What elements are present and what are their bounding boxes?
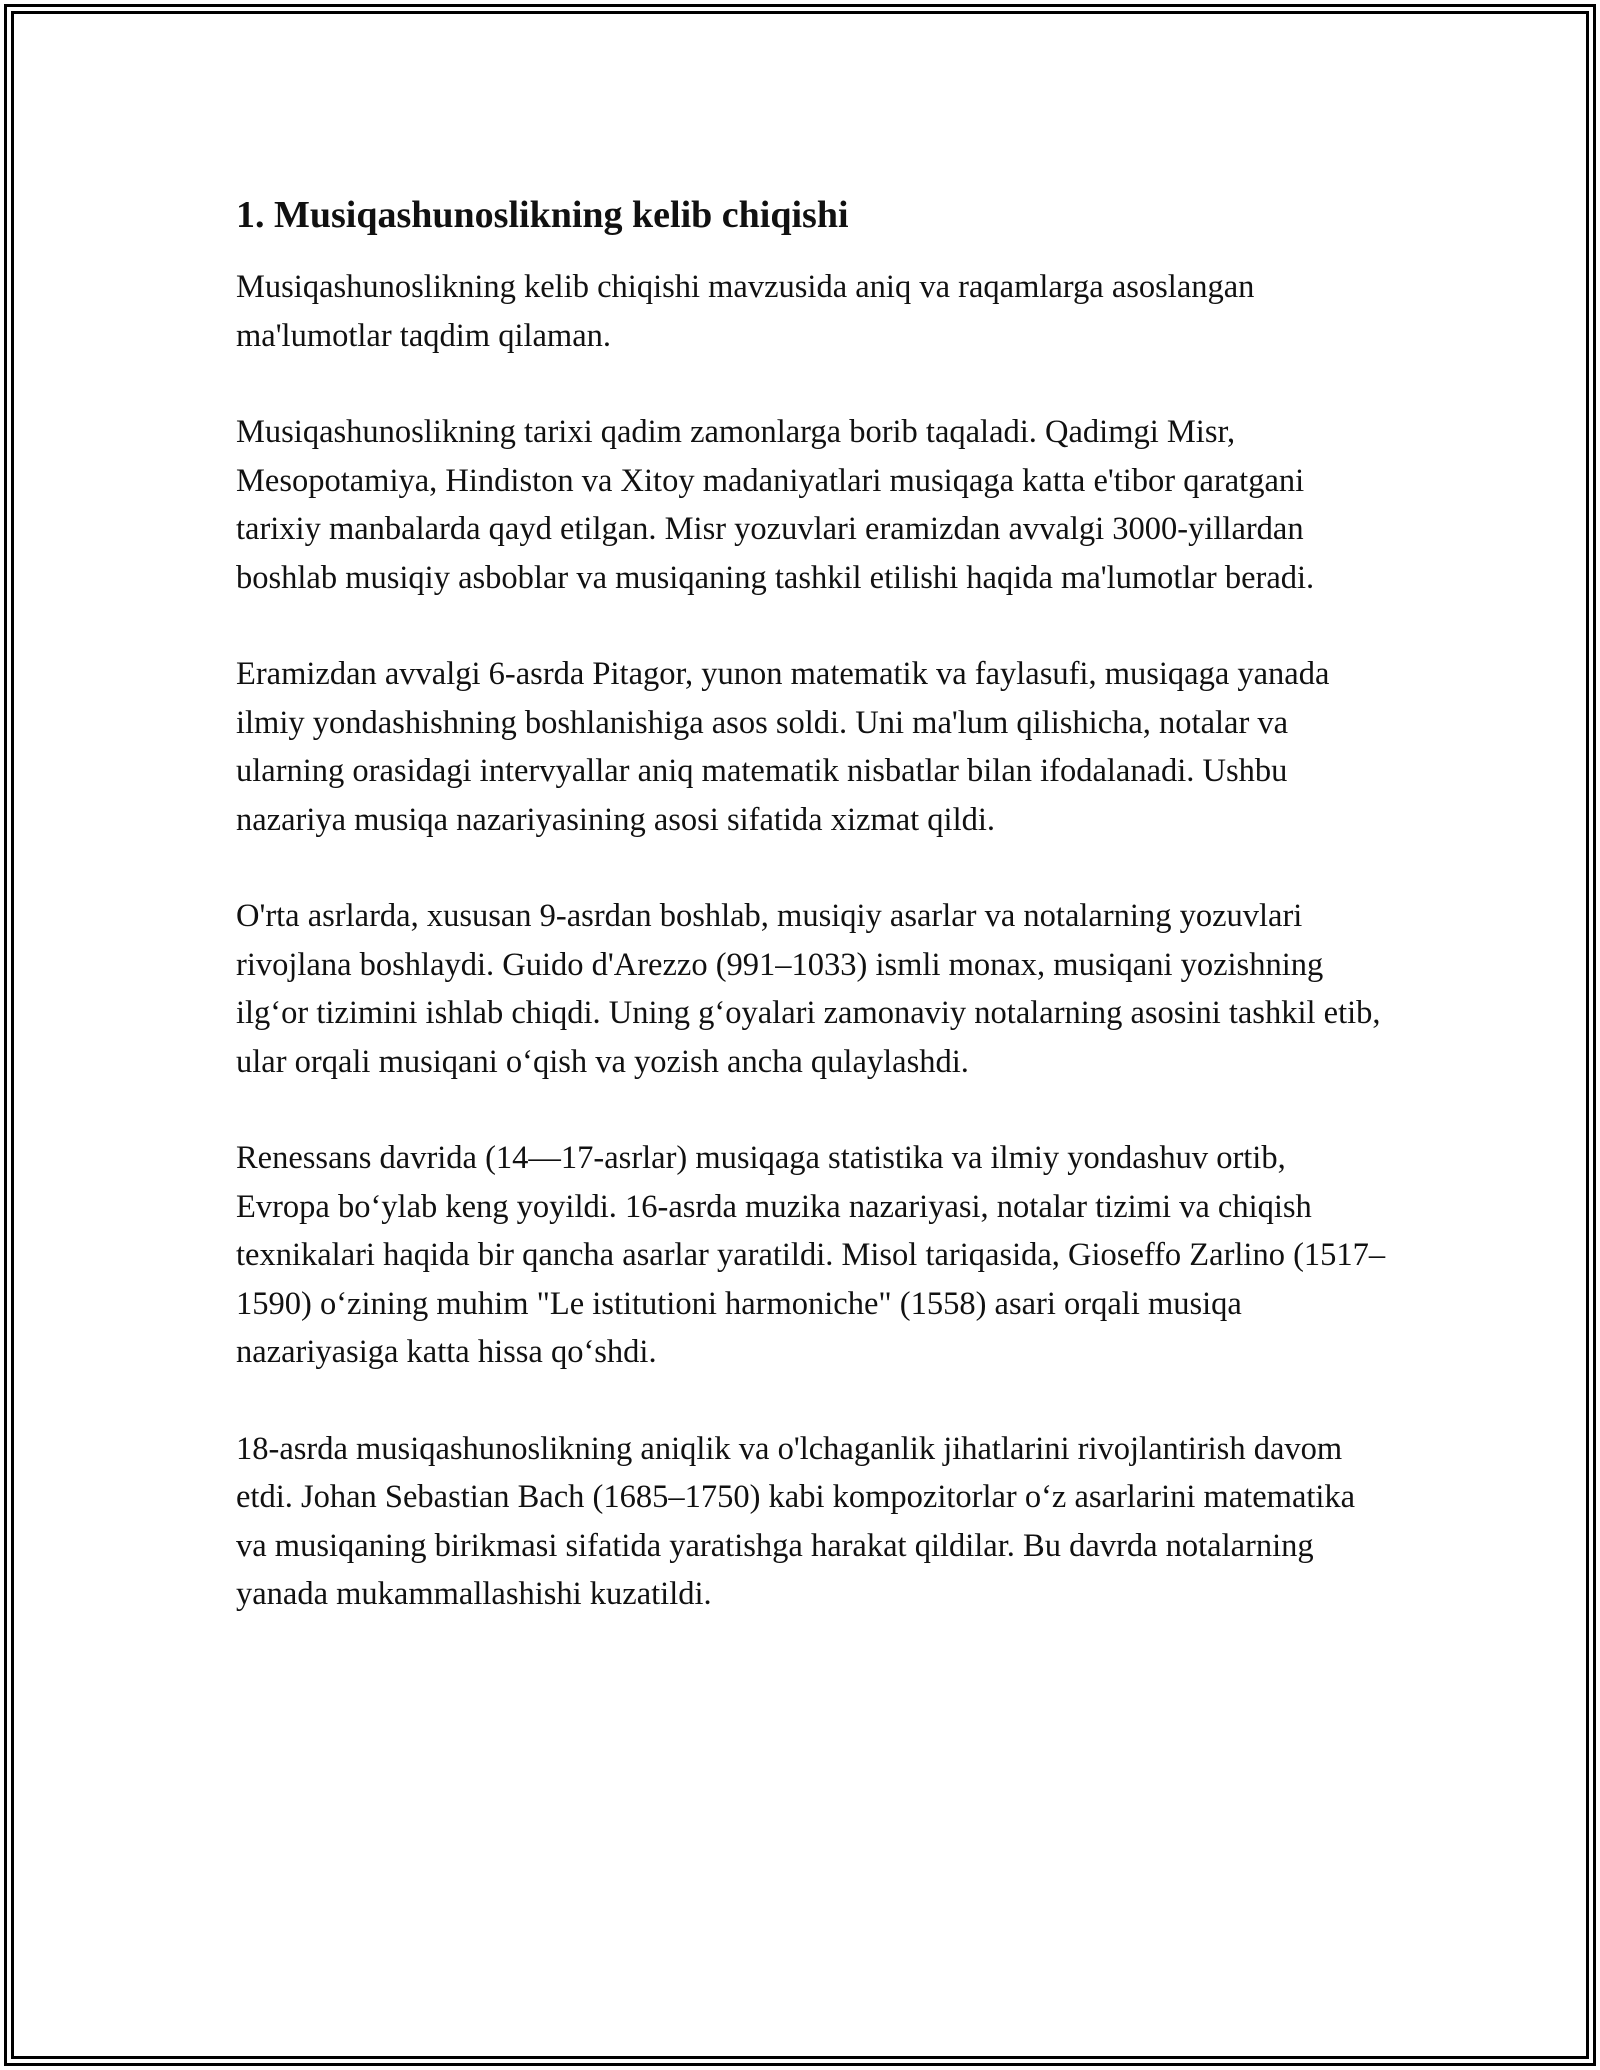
paragraph-ancient-history: Musiqashunoslikning tarixi qadim zamonlarga borib taqaladi. Qadimgi Misr, Mesopotamiya, Hindiston va Xitoy madaniyatlari musiqaga katta e'tibor qaratgani tarixiy manbalarda qayd etilgan. Misr yozuvlari eramizdan avvalgi 3000-yillardan boshlab musiqiy asboblar va musiqaning tashkil etilishi haqida ma'lumotlar beradi. [236,414,1315,596]
paragraph-renaissance: Renessans davrida (14—17-asrlar) musiqaga statistika va ilmiy yondashuv ortib, Evropa bo‘ylab keng yoyildi. 16-asrda muzika nazariyasi, notalar tizimi va chiqish texnikalari haqida bir qancha asarlar yaratildi. Misol tariqasida, Gioseffo Zarlino (1517–1590) o‘zining muhim "Le istitutioni harmoniche" (1558) asari orqali musiqa nazariyasiga katta hissa qo‘shdi. [236,1140,1386,1370]
paragraph-middle-ages: O'rta asrlarda, xususan 9-asrdan boshlab, musiqiy asarlar va notalarning yozuvlari rivojlana boshlaydi. Guido d'Arezzo (991–1033) ismli monax, musiqani yozishning ilg‘or tizimini ishlab chiqdi. Uning g‘oyalari zamonaviy notalarning asosini tashkil etib, ular orqali musiqani o‘qish va yozish ancha qulaylashdi. [236,898,1381,1080]
document-body [236,183,1386,1667]
paragraph-intro: Musiqashunoslikning kelib chiqishi mavzusida aniq va raqamlarga asoslangan ma'lumotlar taqdim qilaman. [236,269,1255,354]
paragraph-18th-century: 18-asrda musiqashunoslikning aniqlik va o'lchaganlik jihatlarini rivojlantirish davom etdi. Johan Sebastian Bach (1685–1750) kabi kompozitorlar o‘z asarlarini matematika va musiqaning birikmasi sifatida yaratishga harakat qildilar. Bu davrda notalarning yanada mukammallashishi kuzatildi. [236,1430,1356,1612]
paragraph-pythagoras: Eramizdan avvalgi 6-asrda Pitagor, yunon matematik va faylasufi, musiqaga yanada ilmiy yondashishning boshlanishiga asos soldi. Uni ma'lum qilishicha, notalar va ularning orasidagi intervyallar aniq matematik nisbatlar bilan ifodalanadi. Ushbu nazariya musiqa nazariyasining asosi sifatida xizmat qildi. [236,656,1330,838]
section-heading: 1. Musiqashunoslikning kelib chiqishi [236,194,849,236]
